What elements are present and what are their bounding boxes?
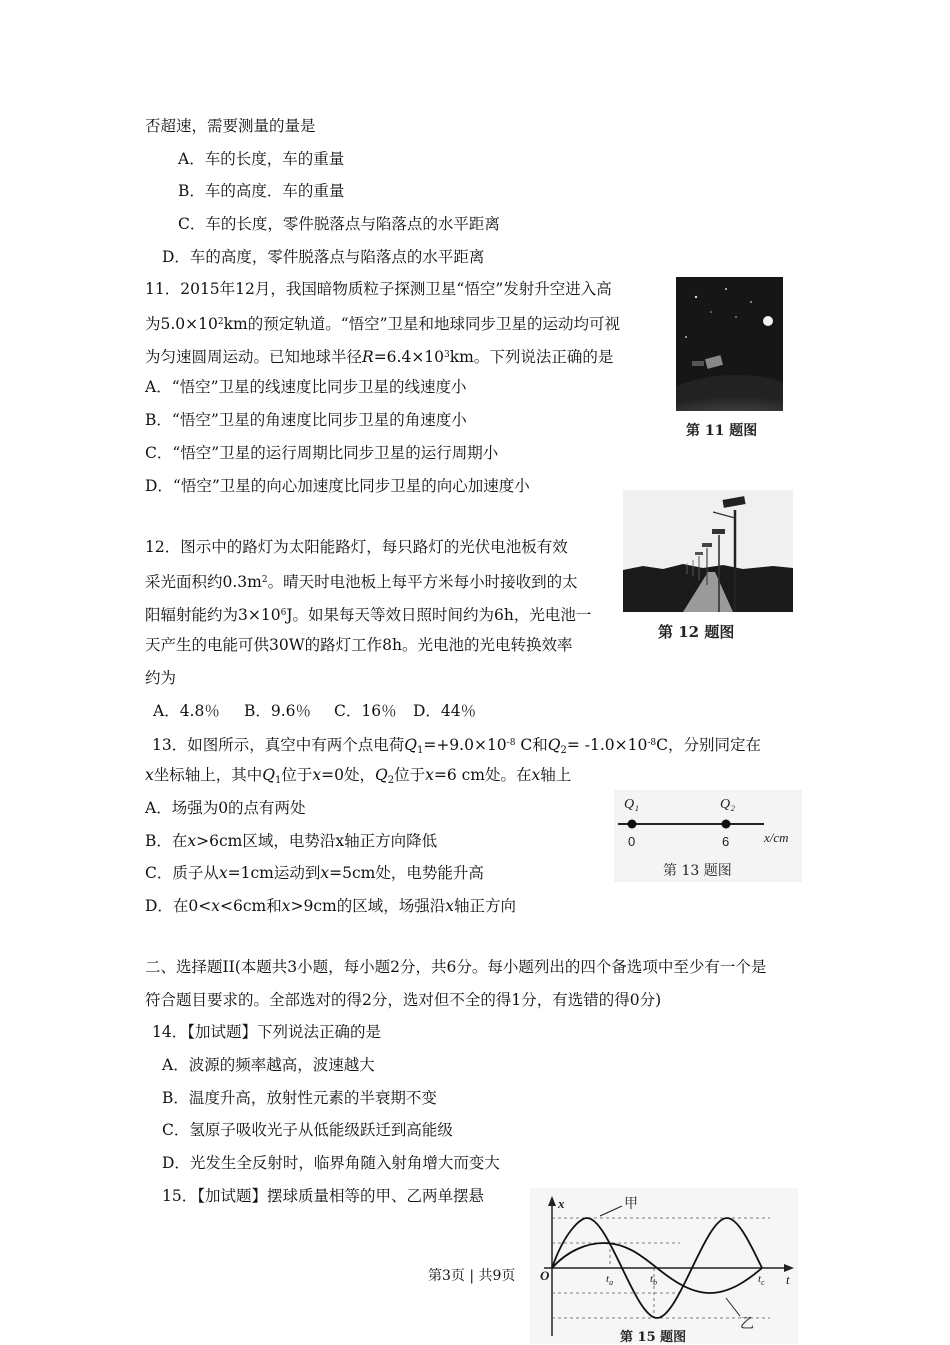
q10-option-a: A．车的长度，车的重量 [178, 150, 345, 168]
q14-option-a: A．波源的频率越高，波速越大 [162, 1056, 375, 1074]
q10-option-d: D．车的高度，零件脱落点与陷落点的水平距离 [162, 248, 485, 266]
q11-option-b: B．“悟空”卫星的角速度比同步卫星的角速度小 [145, 411, 467, 429]
q12-line2: 采光面积约$0.3m^2$。晴天时电池板上每平方米每小时接收到的太 [145, 573, 578, 591]
q15-stem: 15．【加试题】摆球质量相等的甲、乙两单摆悬 [162, 1187, 484, 1205]
q15-x-label: x [558, 1196, 565, 1211]
q12-line4: 天产生的电能可供30W的路灯工作8h。光电池的光电转换效率 [145, 636, 573, 654]
q15-label-tc: $t_c$ [758, 1273, 765, 1287]
q12-line5: 约为 [145, 669, 177, 687]
q15-t-label: t [786, 1272, 790, 1287]
q11-satellite-photo [676, 277, 783, 411]
q11-option-d: D．“悟空”卫星的向心加速度比同步卫星的向心加速度小 [145, 477, 530, 495]
q14-option-d: D．光发生全反射时，临界角随入射角增大而变大 [162, 1154, 500, 1172]
q11-option-c: C．“悟空”卫星的运行周期比同步卫星的运行周期小 [145, 444, 499, 462]
q13-option-c: C．质子从x=1cm运动到x=5cm处，电势能升高 [145, 864, 484, 882]
q12-option-d: D．44％ [413, 702, 477, 720]
q11-line1: 11．2015年12月，我国暗物质粒子探测卫星“悟空”发射升空进入高 [145, 280, 612, 298]
q12-line3: 阳辐射能约为$3\times 10^6J$。如果每天等效日照时间约为6h，光电池一 [145, 606, 592, 624]
q15-pendulum-graph [530, 1188, 798, 1344]
q11-line2: 为$5.0\times 10^2km$的预定轨道。“悟空”卫星和地球同步卫星的运动均可视 [145, 315, 621, 333]
q15-label-jia: 甲 [624, 1196, 638, 1212]
q15-label-ta: $t_a$ [606, 1273, 614, 1287]
q12-option-a: A．4.8％ [153, 702, 220, 720]
page-footer: 第3页 | 共9页 [428, 1268, 516, 1284]
q13-option-b: B．在x>6cm区域，电势沿x轴正方向降低 [145, 832, 438, 850]
q15-label-tb: $t_b$ [650, 1273, 658, 1287]
q12-option-c: C．16％ [334, 702, 397, 720]
q11-option-a: A．“悟空”卫星的线速度比同步卫星的线速度小 [145, 378, 467, 396]
q14-stem: 14．【加试题】下列说法正确的是 [152, 1023, 381, 1041]
q13-option-d: D．在0<x<6cm和x>9cm的区域，场强沿x轴正方向 [145, 897, 517, 915]
q13-charge-q1 [628, 820, 637, 829]
q10-option-c: C．车的长度，零件脱落点与陷落点的水平距离 [178, 215, 500, 233]
q12-option-b: B．9.6％ [244, 702, 312, 720]
q15-label-yi: 乙 [740, 1316, 754, 1332]
q13-tick-6: 6 [722, 834, 730, 849]
q12-caption: 第 12 题图 [658, 623, 735, 641]
section2-line2: 符合题目要求的。全部选对的得2分，选对但不全的得1分，有选错的得0分) [145, 991, 662, 1009]
q15-origin-label: O [540, 1268, 550, 1283]
q13-tick-0: 0 [628, 834, 636, 849]
q14-option-b: B．温度升高，放射性元素的半衰期不变 [162, 1089, 437, 1107]
q13-label-q2: Q₂ [720, 797, 735, 812]
q13-axis-label: x/cm [764, 830, 789, 845]
q12-streetlamp-photo [623, 490, 793, 612]
q13-line1: 13．如图所示，真空中有两个点电荷$Q_1=+9.0\times 10^{-8}$ C和$Q_2= -1.0\times 10^{-8}C$，分别同定在 [152, 736, 762, 756]
q11-caption: 第 11 题图 [686, 423, 758, 439]
q10-stem-tail: 否超速，需要测量的量是 [145, 117, 316, 135]
q13-option-a: A．场强为0的点有两处 [145, 799, 306, 817]
q14-option-c: C．氢原子吸收光子从低能级跃迁到高能级 [162, 1121, 453, 1139]
q13-label-q1: Q₁ [624, 797, 639, 812]
q13-caption: 第 13 题图 [663, 863, 732, 879]
q11-line3: 为匀速圆周运动。已知地球半径$R=6.4\times 10^3km$。下列说法正确的是 [145, 348, 614, 366]
section2-line1: 二、选择题II(本题共3小题，每小题2分，共6分。每小题列出的四个备选项中至少有一个是 [145, 958, 767, 976]
q12-line1: 12．图示中的路灯为太阳能路灯，每只路灯的光伏电池板有效 [145, 538, 568, 556]
q10-option-b: B．车的高度．车的重量 [178, 182, 345, 200]
q13-charge-q2 [722, 820, 731, 829]
q15-caption: 第 15 题图 [620, 1330, 687, 1345]
q13-line2: x坐标轴上，其中$Q_1$位于x=0处，$Q_2$位于x=6 cm处。在x轴上 [145, 766, 572, 786]
